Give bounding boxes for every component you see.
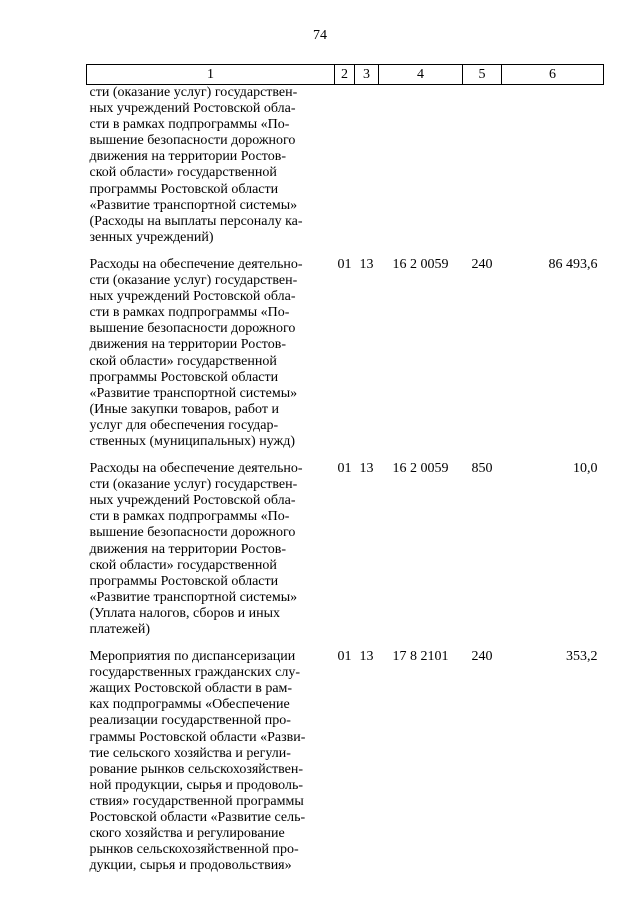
table-header-row	[87, 65, 604, 85]
row-expense-type: 240	[471, 256, 493, 272]
row-description-text: Расходы на обеспечение деятельно- сти (оказание услуг) государствен- ных учреждений Ростовской обла- сти в рамках подпрограммы «По- вышение безопасности дорожного движения на территории Ростов- ской области» государственной программы Ростовской области «Развитие транспортной системы» (Уплата налогов, сборов и иных платежей)	[89, 461, 303, 637]
header-col-1: 1	[87, 65, 335, 85]
header-col-2: 2	[335, 65, 355, 85]
row-subsection: 13	[359, 649, 374, 665]
table-row	[87, 85, 604, 246]
row-amount: 353,2	[566, 649, 598, 665]
row-subsection: 13	[359, 256, 374, 272]
row-amount	[502, 85, 604, 246]
row-target-code: 16 2 0059	[392, 461, 449, 477]
header-col-4: 4	[379, 65, 463, 85]
header-col-3: 3	[355, 65, 379, 85]
header-col-6: 6	[502, 65, 604, 85]
row-section: 01	[337, 461, 352, 477]
table-row	[87, 246, 604, 450]
row-description-text: Мероприятия по диспансеризации государственных гражданских слу- жащих Ростовской области в рам- ках подпрограммы «Обеспечение реализации государственной про- граммы Ростовской области «Разви- тие сельского хозяйства и регули- рование рынков сельскохозяйствен- ной продукции, сырья и продоволь- ствия» государственной программы Ростовской области «Развитие сель- ского хозяйства и регулирование рынков сельскохозяйственной про- дукции, сырья и продовольствия»	[89, 649, 306, 874]
table-row	[87, 638, 604, 874]
header-col-5: 5	[463, 65, 502, 85]
row-section: 01	[337, 256, 352, 272]
page-number: 74	[313, 28, 327, 43]
row-description	[87, 246, 335, 450]
row-amount: 10,0	[573, 461, 598, 477]
row-description	[87, 450, 335, 638]
budget-table	[86, 64, 604, 874]
row-expense-type	[463, 85, 502, 246]
row-description	[87, 85, 335, 246]
row-description-text: Расходы на обеспечение деятельно- сти (оказание услуг) государствен- ных учреждений Ростовской обла- сти в рамках подпрограммы «По- вышение безопасности дорожного движения на территории Ростов- ской области» государственной программы Ростовской области «Развитие транспортной системы» (Иные закупки товаров, работ и услуг для обеспечения государ- ственных (муниципальных) нужд)	[89, 256, 303, 449]
row-description	[87, 638, 335, 874]
row-subsection: 13	[359, 461, 374, 477]
row-target-code: 16 2 0059	[392, 256, 449, 272]
table-row	[87, 450, 604, 638]
row-target-code: 17 8 2101	[392, 649, 449, 665]
row-amount: 86 493,6	[548, 256, 598, 272]
row-subsection	[355, 85, 379, 246]
row-section: 01	[337, 649, 352, 665]
row-section	[335, 85, 355, 246]
row-target-code	[379, 85, 463, 246]
row-description-text: сти (оказание услуг) государствен- ных учреждений Ростовской обла- сти в рамках подпрограммы «По- вышение безопасности дорожного движения на территории Ростов- ской области» государственной программы Ростовской области «Развитие транспортной системы» (Расходы на выплаты персоналу ка- зенных учреждений)	[89, 85, 303, 245]
row-expense-type: 850	[471, 461, 493, 477]
row-expense-type: 240	[471, 649, 493, 665]
